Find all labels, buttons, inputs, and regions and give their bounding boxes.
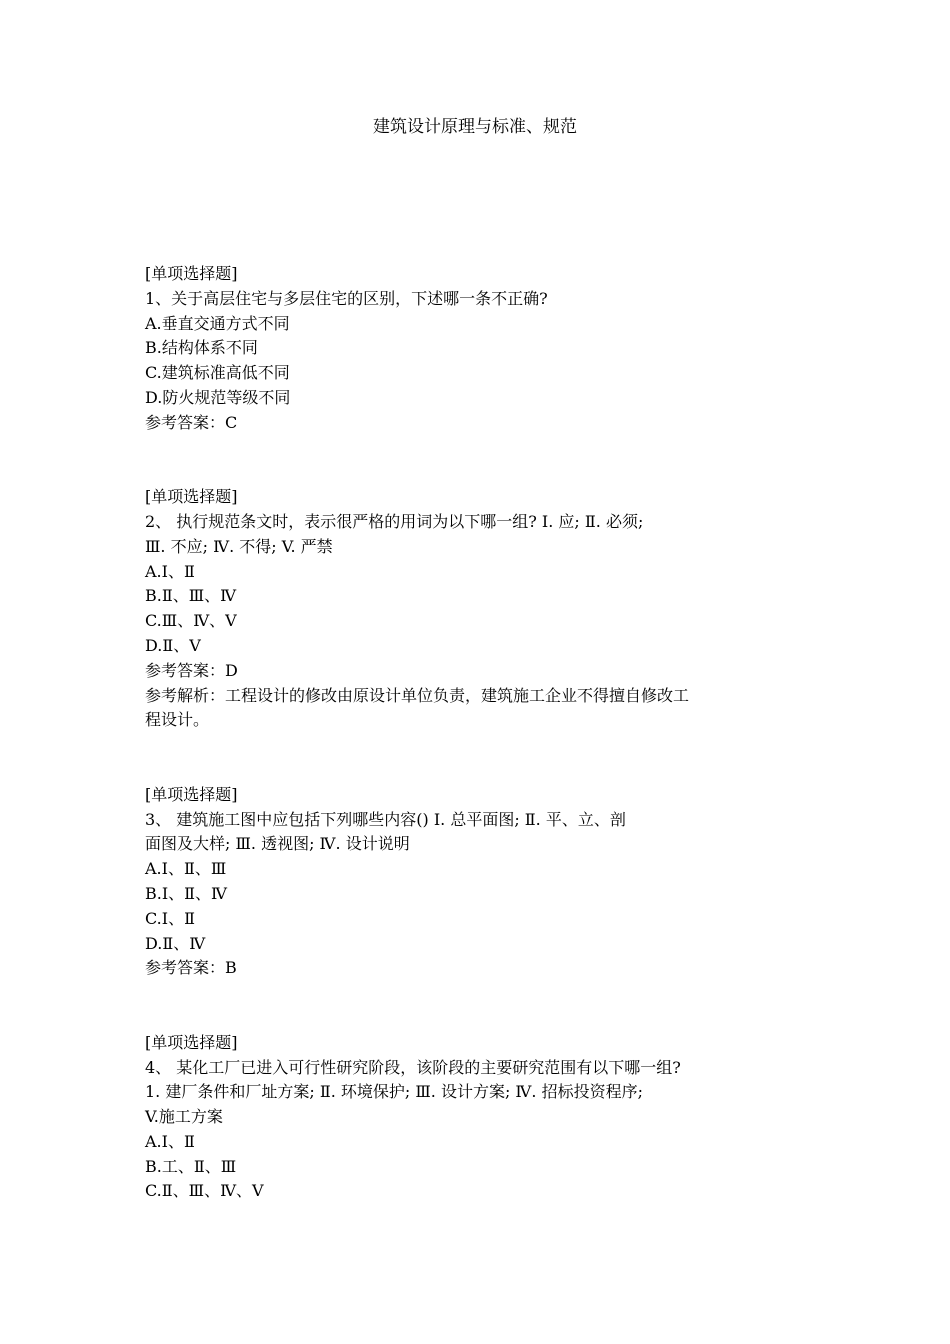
option-b: B.结构体系不同 (145, 338, 258, 358)
option-a: A.Ⅰ、Ⅱ (145, 1131, 195, 1151)
question-1 (145, 262, 800, 436)
question-stem-continued: 面图及大样; Ⅲ. 透视图; Ⅳ. 设计说明 (145, 834, 410, 854)
option-a: A.Ⅰ、Ⅱ、Ⅲ (145, 859, 227, 879)
reference-answer: 参考答案：B (145, 958, 237, 978)
question-type: [单项选择题] (145, 264, 238, 283)
reference-answer: 参考答案：D (145, 660, 238, 680)
option-d: D.Ⅱ、V (145, 635, 201, 655)
question-3 (145, 783, 800, 981)
question-list (145, 262, 800, 1254)
question-stem: 4、 某化工厂已进入可行性研究阶段，该阶段的主要研究范围有以下哪一组? (145, 1057, 681, 1077)
page-title: 建筑设计原理与标准、规范 (373, 117, 577, 137)
option-c: C.Ⅱ、Ⅲ、Ⅳ、V (145, 1181, 264, 1201)
question-type: [单项选择题] (145, 784, 238, 804)
option-b: B.Ⅱ、Ⅲ、Ⅳ (145, 586, 237, 606)
reference-answer: 参考答案：C (145, 412, 238, 432)
option-d: D.Ⅱ、Ⅳ (145, 933, 206, 953)
option-c: C.Ⅰ、Ⅱ (145, 908, 195, 928)
option-d: D.防火规范等级不同 (145, 387, 291, 407)
option-a: A.Ⅰ、Ⅱ (145, 561, 195, 581)
option-c: C.Ⅲ、Ⅳ、V (145, 611, 237, 631)
question-type: [单项选择题] (145, 487, 238, 507)
option-b: B.Ⅰ、Ⅱ、Ⅳ (145, 883, 228, 903)
question-stem-continued: Ⅲ. 不应; Ⅳ. 不得; V. 严禁 (145, 536, 333, 556)
option-a: A.垂直交通方式不同 (145, 313, 290, 333)
question-stem-continued: 1. 建厂条件和厂址方案; Ⅱ. 环境保护; Ⅲ. 设计方案; Ⅳ. 招标投资程序; (145, 1082, 643, 1102)
reference-analysis: 参考解析：工程设计的修改由原设计单位负责，建筑施工企业不得擅自修改工 (145, 685, 690, 705)
question-type: [单项选择题] (145, 1032, 238, 1052)
option-b: B.工、Ⅱ、Ⅲ (145, 1156, 237, 1176)
question-stem-continued: V.施工方案 (145, 1107, 223, 1127)
question-4 (145, 1031, 800, 1205)
question-stem: 2、 执行规范条文时，表示很严格的用词为以下哪一组? Ⅰ. 应; Ⅱ. 必须; (145, 511, 644, 531)
question-stem: 1、关于高层住宅与多层住宅的区别，下述哪一条不正确? (145, 288, 548, 308)
reference-analysis-continued: 程设计。 (145, 710, 210, 730)
option-c: C.建筑标准高低不同 (145, 363, 290, 383)
question-stem: 3、 建筑施工图中应包括下列哪些内容() Ⅰ. 总平面图; Ⅱ. 平、立、剖 (145, 809, 626, 829)
question-2 (145, 485, 800, 733)
